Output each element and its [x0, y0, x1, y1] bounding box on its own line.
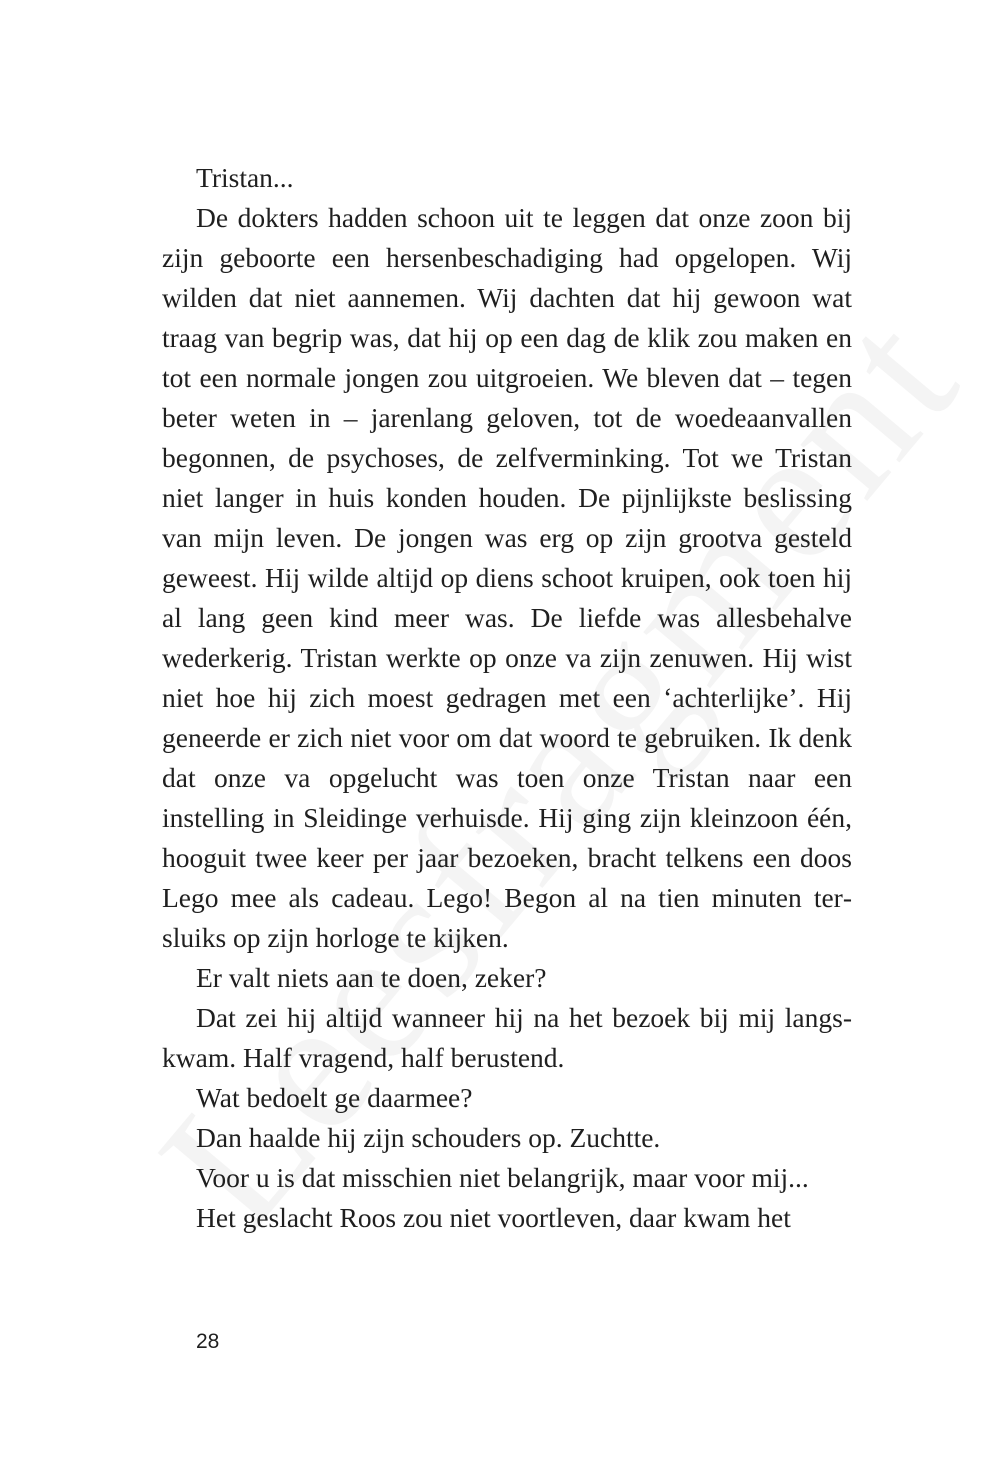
body-text [162, 158, 852, 1238]
paragraph: De dokters hadden schoon uit te leggen dat onze zoon bij zijn geboorte een hersenbeschadiging had opgelopen. Wij wilden dat niet aannemen. Wij dachten dat hij gewoon wat traag van begrip was, dat hij op een dag de klik zou maken en tot een normale jongen zou uitgroeien. We bleven dat – tegen beter weten in – jarenlang geloven, tot de woedeaanvallen begonnen, de psychoses, de zelfverminking. Tot we Tristan niet langer in huis konden houden. De pijnlijkste beslissing van mijn leven. De jongen was erg op zijn grootva gesteld geweest. Hij wilde altijd op diens schoot kruipen, ook toen hij al lang geen kind meer was. De liefde was allesbehalve wederkerig. Tristan werkte op onze va zijn zenuwen. Hij wist niet hoe hij zich moest gedragen met een ‘achterlijke’. Hij geneerde er zich niet voor om dat woord te gebruiken. Ik denk dat onze va opgelucht was toen onze Tristan naar een instelling in Sleidinge verhuisde. Hij ging zijn kleinzoon één, hooguit twee keer per jaar bezoeken, bracht telkens een doos Lego mee als cadeau. Lego! Begon al na tien minuten tersluiks op zijn horloge te kijken. [162, 202, 852, 953]
paragraph: Dat zei hij altijd wanneer hij na het bezoek bij mij langskwam. Half vragend, half berustend. [162, 1002, 852, 1073]
paragraph: Het geslacht Roos zou niet voortleven, daar kwam het [196, 1202, 791, 1233]
page-number: 28 [196, 1330, 220, 1353]
paragraph: Dan haalde hij zijn schouders op. Zuchtte. [196, 1122, 661, 1153]
paragraph: Wat bedoelt ge daarmee? [196, 1082, 473, 1113]
paragraph: Tristan... [196, 162, 294, 193]
paragraph: Voor u is dat misschien niet belangrijk, maar voor mij... [196, 1162, 809, 1193]
paragraph: Er valt niets aan te doen, zeker? [196, 962, 547, 993]
